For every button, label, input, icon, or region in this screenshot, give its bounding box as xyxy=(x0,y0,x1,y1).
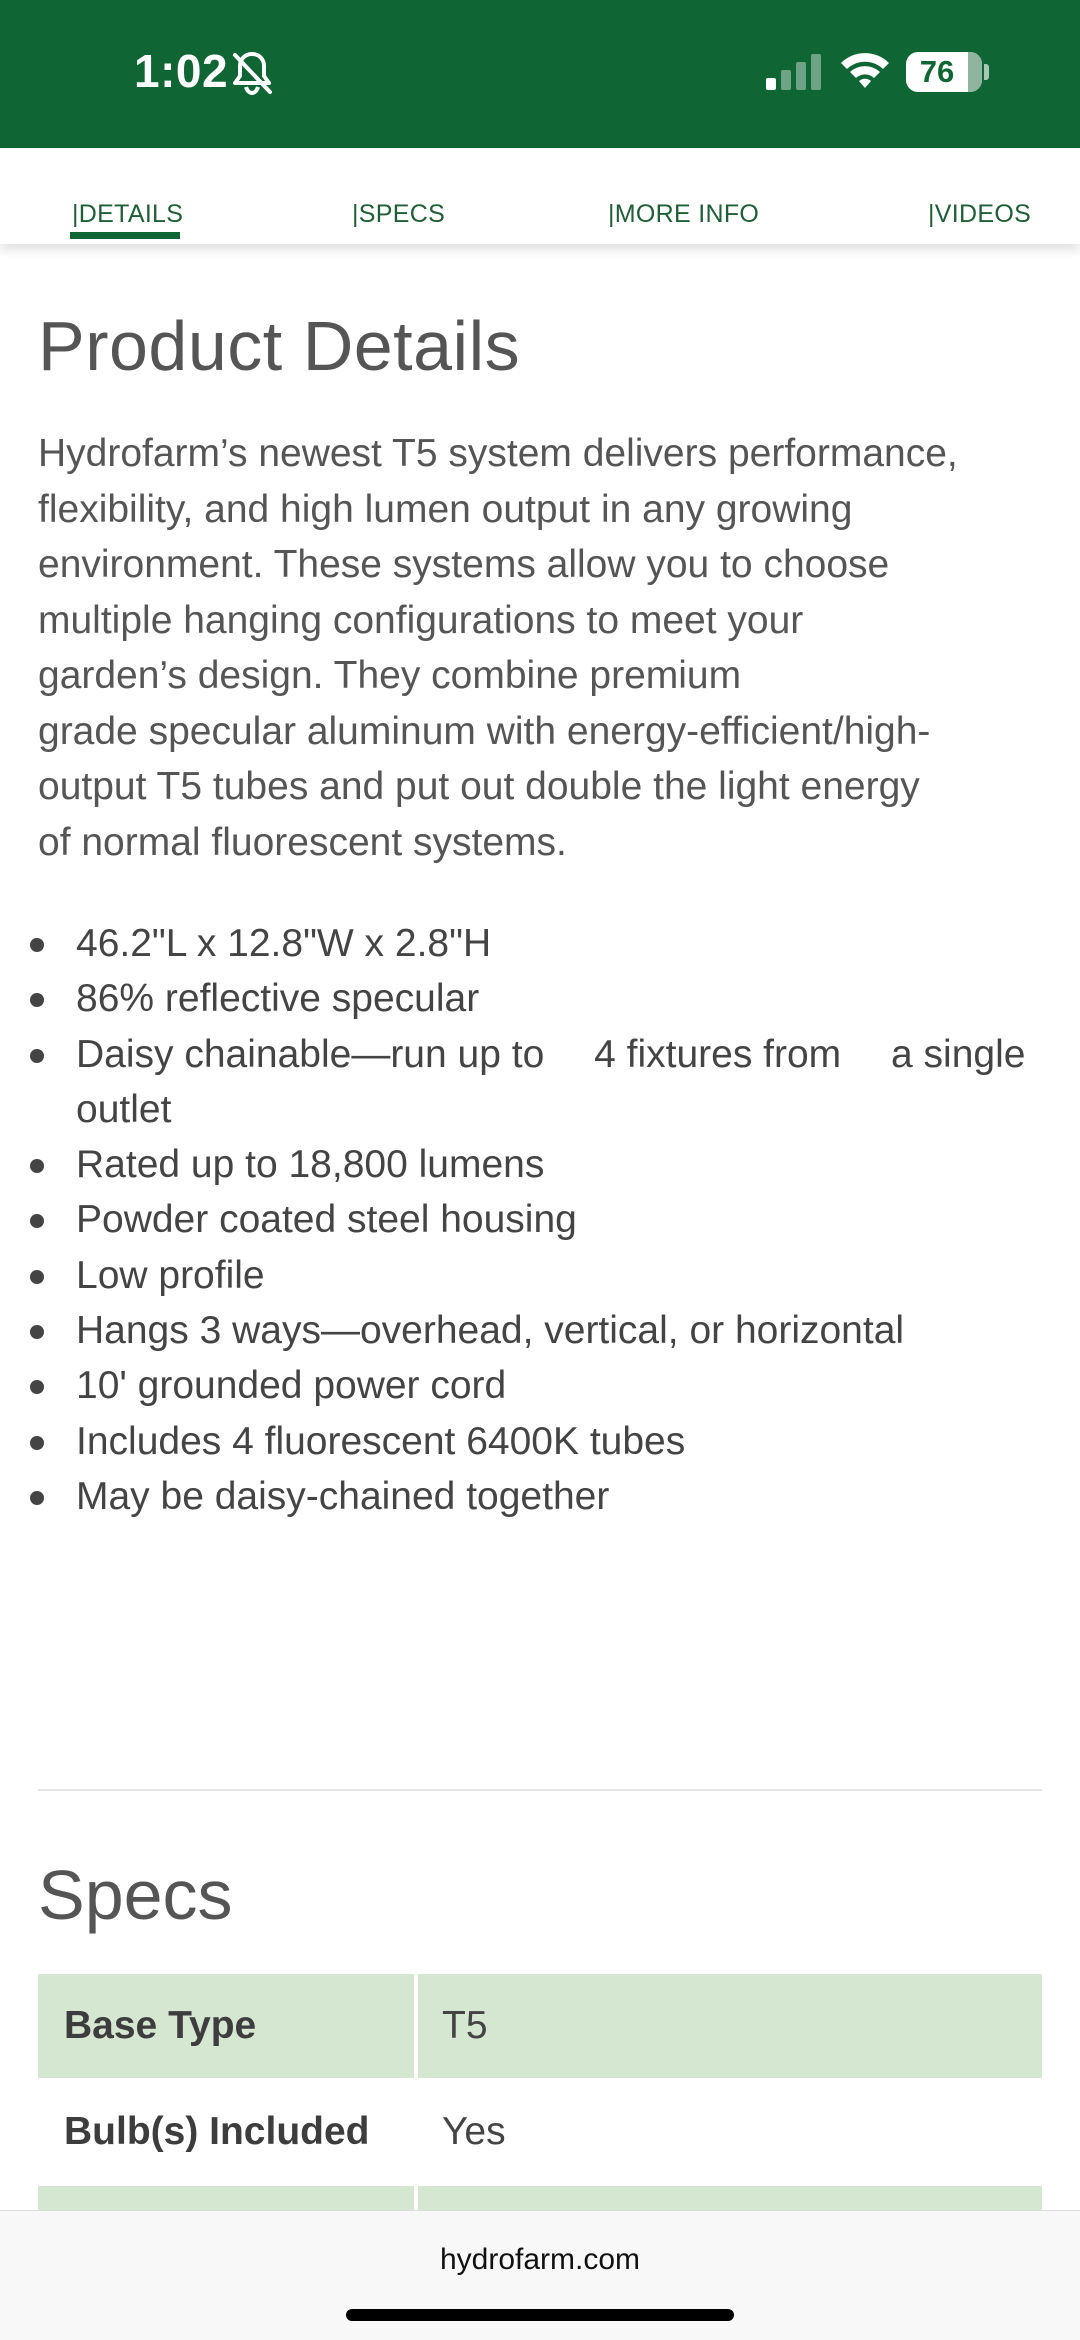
home-indicator[interactable] xyxy=(346,2309,734,2321)
description-line: Hydrofarm’s newest T5 system delivers performance, xyxy=(38,432,958,475)
browser-bottom-bar xyxy=(0,2210,1080,2340)
description-line: garden’s design. They combine premium xyxy=(38,654,742,697)
bullet-icon xyxy=(30,1380,44,1394)
feature-text: Daisy chainable—run up to 4 fixtures from a single outlet xyxy=(76,1032,1026,1131)
bullet-icon xyxy=(30,1270,44,1284)
active-tab-indicator xyxy=(70,232,180,239)
table-row xyxy=(38,1974,1042,2080)
bullet-icon xyxy=(30,938,44,952)
spec-key: Bulb(s) Included xyxy=(64,2110,370,2153)
feature-item xyxy=(38,971,1042,1026)
bullet-icon xyxy=(30,1491,44,1505)
battery-icon xyxy=(906,52,982,92)
bullet-icon xyxy=(30,1436,44,1450)
status-bar xyxy=(0,0,1080,148)
bullet-icon xyxy=(30,1214,44,1228)
feature-item xyxy=(38,1414,1042,1469)
feature-item xyxy=(38,1137,1042,1192)
feature-item xyxy=(38,916,1042,971)
feature-text: 10' grounded power cord xyxy=(76,1364,507,1408)
feature-item xyxy=(38,1248,1042,1303)
product-description xyxy=(38,426,1042,870)
tab-details[interactable]: |DETAILS xyxy=(72,200,184,228)
description-line: grade specular aluminum with energy-efficient/high- xyxy=(38,709,931,753)
feature-item xyxy=(38,1027,1042,1138)
feature-item xyxy=(38,1469,1042,1524)
description-line: flexibility, and high lumen output in any growing xyxy=(38,487,853,531)
feature-text: Rated up to 18,800 lumens xyxy=(76,1143,545,1187)
feature-item xyxy=(38,1358,1042,1413)
feature-text: Powder coated steel housing xyxy=(76,1198,577,1242)
bullet-icon xyxy=(30,1159,44,1173)
table-row xyxy=(38,2080,1042,2186)
feature-text: Hangs 3 ways—overhead, vertical, or horizontal xyxy=(76,1309,905,1353)
feature-text: Includes 4 fluorescent 6400K tubes xyxy=(76,1419,686,1463)
feature-text: 46.2"L x 12.8"W x 2.8"H xyxy=(76,922,492,965)
feature-text: May be daisy-chained together xyxy=(76,1474,610,1518)
description-line: output T5 tubes and put out double the light energy xyxy=(38,765,920,808)
spec-key: Base Type xyxy=(38,1974,414,2078)
bullet-icon xyxy=(30,993,44,1007)
tab-videos[interactable]: |VIDEOS xyxy=(928,200,1032,228)
section-divider xyxy=(38,1789,1042,1791)
feature-list xyxy=(38,916,1042,1524)
description-line: multiple hanging configurations to meet your xyxy=(38,598,804,642)
section-tab-bar xyxy=(0,148,1080,244)
battery-level: 76 xyxy=(919,54,955,89)
feature-text: Low profile xyxy=(76,1253,265,1297)
feature-item xyxy=(38,1303,1042,1358)
feature-text: 86% reflective specular xyxy=(76,977,480,1021)
description-line: environment. These systems allow you to choose xyxy=(38,543,890,586)
spec-value: Yes xyxy=(442,2110,506,2153)
wifi-icon xyxy=(838,50,892,90)
tab-specs[interactable]: |SPECS xyxy=(352,200,446,228)
url-bar[interactable]: hydrofarm.com xyxy=(439,2243,641,2276)
cellular-signal-icon xyxy=(764,54,824,90)
specs-heading: Specs xyxy=(38,1856,233,1934)
bell-slash-icon xyxy=(230,50,274,96)
bullet-icon xyxy=(30,1049,44,1063)
bullet-icon xyxy=(30,1325,44,1339)
description-line: of normal fluorescent systems. xyxy=(38,820,567,864)
tab-more-info[interactable]: |MORE INFO xyxy=(608,200,760,228)
feature-item xyxy=(38,1192,1042,1247)
product-details-heading: Product Details xyxy=(38,307,521,385)
spec-value: T5 xyxy=(418,1974,1042,2078)
status-time: 1:02 xyxy=(134,45,229,97)
battery-tip xyxy=(984,64,989,80)
